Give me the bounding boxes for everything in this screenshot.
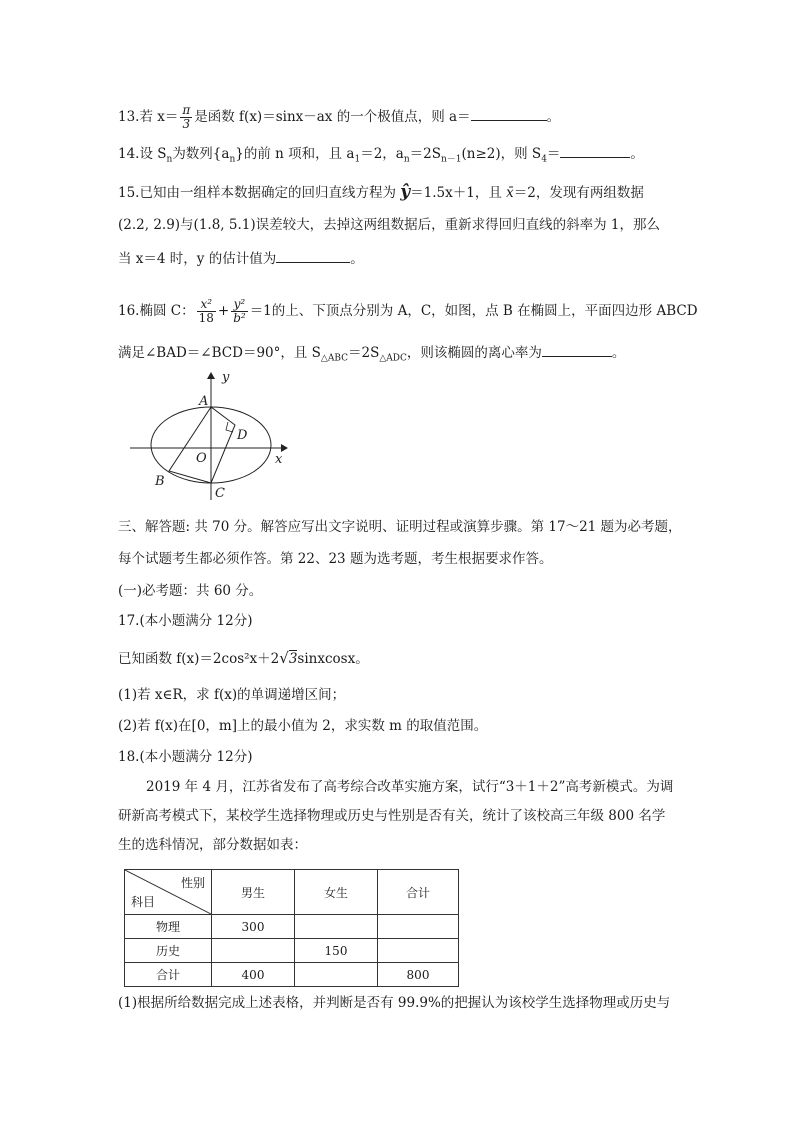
fraction-pi-over-3: $\frac{\pi}{3}$	[182, 103, 191, 131]
question-17-title: 17.(本小题满分 12分)	[118, 613, 253, 629]
answer-blank-14	[560, 143, 630, 158]
question-18-paragraph: 2019 年 4 月，江苏省发布了高考综合改革实施方案，试行“3＋1＋2”高考新模式。为调研新高考模式下，某校学生选择物理或历史与性别是否有关，统计了该校高三年级 800 名学生的选科情况，部分数据如表：	[118, 779, 674, 853]
question-17-part-1: (1)若 x∈R，求 f(x)的单调递增区间；	[118, 687, 346, 703]
table-header: 男生	[212, 870, 295, 915]
label-y: y	[222, 370, 230, 385]
question-15-line-3: 当 x＝4 时，y 的估计值为 。	[118, 248, 364, 269]
question-17-part-2: (2)若 f(x)在[0，m]上的最小值为 2，求实数 m 的取值范围。	[118, 718, 488, 734]
question-14: 14.设 $S_n$为数列$\{a_n\}$的前 n 项和，且 $a_1=2$，$a_n=2S_{n-1}(n\ge 2)$，则 $S_4=$ 。	[118, 143, 644, 164]
table-row	[125, 963, 459, 987]
y-hat-symbol: ŷ	[400, 182, 411, 202]
table-cell	[212, 939, 295, 963]
label-d: D	[237, 428, 248, 443]
table-cell	[378, 915, 459, 939]
question-18-title: 18.(本小题满分 12分)	[118, 749, 253, 765]
table-row-label: 物理	[125, 915, 212, 939]
answer-blank-16	[542, 342, 612, 357]
table-row-label: 合计	[125, 963, 212, 987]
table-cell: 800	[378, 963, 459, 987]
section-3-line-2: 每个试题考生都必须作答。第 22、23 题为选考题，考生根据要求作答。	[118, 551, 553, 567]
table-row-label: 历史	[125, 939, 212, 963]
label-x: x	[275, 452, 283, 467]
question-16-line-2: 满足∠BAD＝∠BCD＝90°，且 $S_{\triangle ABC}=2S_{\triangle ADC}$，则该椭圆的离心率为 。	[118, 342, 625, 363]
quadrilateral-abcd	[169, 407, 235, 483]
ellipse-figure	[125, 365, 295, 505]
x-bar-symbol: x̄	[506, 185, 514, 201]
table-cell	[378, 939, 459, 963]
answer-blank-13	[471, 106, 547, 121]
section-3-line-1: 三、解答题: 共 70 分。解答应写出文字说明、证明过程或演算步骤。第 17～21 题为必考题，	[118, 519, 682, 535]
question-16-line-1: 16.椭圆 C： $\frac{\text{x²}}{18}$ + $\frac{\text{y²}}{\text{b²}}$ ＝1的上、下顶点分别为 A，C，如图，点 B 在椭圆上，平面四边形 ABCD	[118, 297, 698, 325]
table-row	[125, 939, 459, 963]
right-angle-mark-d	[226, 422, 233, 432]
table-cell: 300	[212, 915, 295, 939]
gender-subject-table	[124, 869, 459, 987]
table-header: 女生	[295, 870, 378, 915]
sqrt-sign: √	[279, 649, 289, 667]
label-b: B	[155, 474, 165, 489]
label-o: O	[196, 451, 207, 466]
table-corner-cell: 性别 科目	[125, 870, 212, 915]
question-13: 13.若 x＝ $\frac{\pi}{3}$ 是函数 f(x)＝sinx－ax 的一个极值点，则 a＝ 。	[118, 103, 561, 131]
table-header: 合计	[378, 870, 459, 915]
table-row	[125, 915, 459, 939]
fraction-x2-over-18: $\frac{\text{x²}}{18}$	[198, 297, 214, 325]
question-18-part-1: (1)根据所给数据完成上述表格，并判断是否有 99.9%的把握认为该校学生选择物理或历史与	[118, 995, 671, 1011]
label-a: A	[199, 394, 209, 409]
answer-blank-15	[276, 248, 350, 263]
table-cell: 400	[212, 963, 295, 987]
required-part-heading: (一)必考题：共 60 分。	[118, 583, 263, 599]
question-15-line-2: (2.2, 2.9)与(1.8, 5.1)误差较大，去掉这两组数据后，重新求得回归直线的斜率为 1，那么	[118, 217, 660, 233]
table-cell	[295, 915, 378, 939]
label-c: C	[215, 486, 225, 501]
table-cell	[295, 963, 378, 987]
question-17-function: 已知函数 f(x)＝2cos²x＋2√3sinxcosx。	[118, 649, 369, 667]
question-15-line-1: 15.已知由一组样本数据确定的回归直线方程为 ŷ＝1.5x＋1，且 x̄＝2，发现有两组数据	[118, 182, 644, 202]
table-cell: 150	[295, 939, 378, 963]
fraction-y2-over-b2: $\frac{\text{y²}}{\text{b²}}$	[233, 297, 246, 325]
